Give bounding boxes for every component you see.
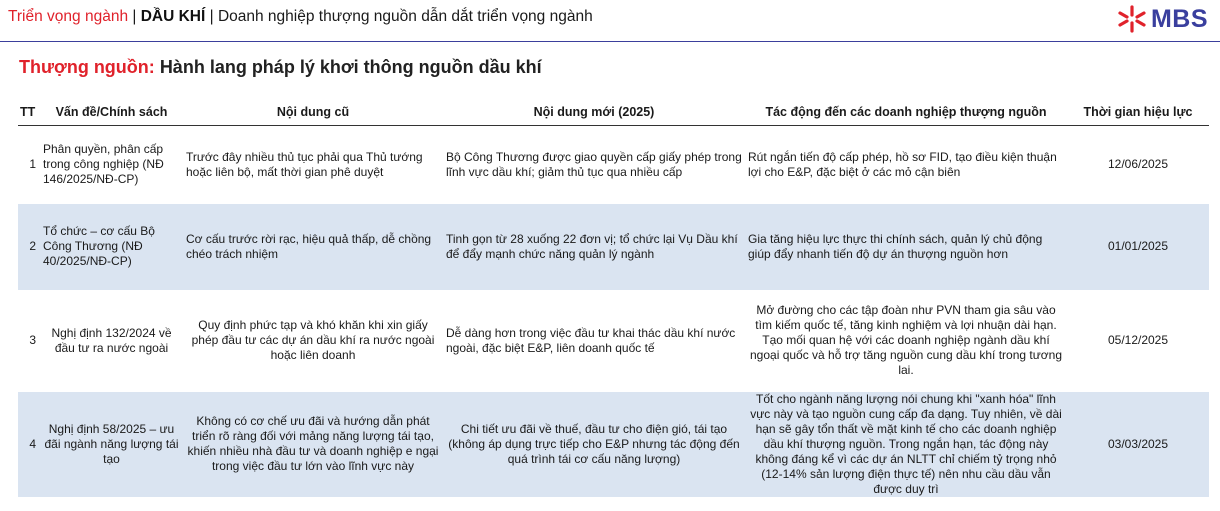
cell-new: Tinh gọn từ 28 xuống 22 đơn vị; tổ chức lại Vụ Dầu khí để đẩy mạnh chức năng quản lý ngành <box>443 204 745 290</box>
table-header-row <box>18 101 1209 126</box>
cell-impact: Tốt cho ngành năng lượng nói chung khi "xanh hóa" lĩnh vực này và tạo nguồn cung cấp đa dạng. Tuy nhiên, về dài hạn sẽ gây tổn thất về mặt kinh tế cho các doanh nghiệp dầu khí thượng nguồn. Trong ngắn hạn, tác động này không đáng kể vì các dự án NLTT chỉ chiếm tỷ trọng nhỏ (12-14% sản lượng điện thực tế) nên nhu cầu dầu vẫn được duy trì <box>745 392 1067 497</box>
column-header-impact: Tác động đến các doanh nghiệp thượng nguồn <box>745 101 1067 126</box>
cell-new: Chi tiết ưu đãi về thuế, đầu tư cho điện gió, tái tạo (không áp dụng trực tiếp cho E&P nhưng tác động đến quá trình tái cơ cấu năng lượng) <box>443 392 745 497</box>
table-row <box>18 392 1209 497</box>
cell-old: Không có cơ chế ưu đãi và hướng dẫn phát triển rõ ràng đối với mảng năng lượng tái tạo, khiến nhiều nhà đầu tư và doanh nghiệp e ngại trong việc đầu tư lớn vào lĩnh vực này <box>183 392 443 497</box>
cell-issue: Tổ chức – cơ cấu Bộ Công Thương (NĐ 40/2025/NĐ-CP) <box>40 204 183 290</box>
breadcrumb-sector[interactable]: DẦU KHÍ <box>140 8 206 25</box>
table-row <box>18 290 1209 392</box>
mbs-logo <box>1117 2 1208 36</box>
column-header-old: Nội dung cũ <box>183 101 443 126</box>
cell-issue: Nghị định 132/2024 về đầu tư ra nước ngoài <box>40 290 183 392</box>
cell-tt: 1 <box>18 126 40 204</box>
cell-impact: Mở đường cho các tập đoàn như PVN tham gia sâu vào tìm kiếm quốc tế, tăng kinh nghiệm và lợi nhuận dài hạn. Tạo mối quan hệ với các doanh nghiệp ngành dầu khí ngoại quốc và hỗ trợ tăng nguồn cung dầu khí trong tương lai. <box>745 290 1067 392</box>
breadcrumb-category[interactable]: Triển vọng ngành <box>8 8 129 25</box>
cell-issue: Phân quyền, phân cấp trong công nghiệp (NĐ 146/2025/NĐ-CP) <box>40 126 183 204</box>
cell-date: 05/12/2025 <box>1067 290 1209 392</box>
page-header <box>0 0 1220 42</box>
column-header-issue: Vấn đề/Chính sách <box>40 101 183 126</box>
breadcrumb-separator: | <box>128 8 141 25</box>
cell-tt: 4 <box>18 392 40 497</box>
cell-new: Dễ dàng hơn trong việc đầu tư khai thác dầu khí nước ngoài, đặc biệt E&P, liên doanh quốc tế <box>443 290 745 392</box>
mbs-star-icon <box>1117 4 1147 34</box>
column-header-date: Thời gian hiệu lực <box>1067 101 1209 126</box>
cell-impact: Rút ngắn tiến độ cấp phép, hồ sơ FID, tạo điều kiện thuận lợi cho E&P, đặc biệt ở các mỏ cận biên <box>745 126 1067 204</box>
section-title-prefix: Thượng nguồn: <box>19 57 155 77</box>
cell-tt: 2 <box>18 204 40 290</box>
cell-tt: 3 <box>18 290 40 392</box>
section-title-text: Hành lang pháp lý khơi thông nguồn dầu khí <box>159 57 542 77</box>
logo-text: MBS <box>1150 4 1208 33</box>
section-title <box>19 57 542 78</box>
cell-old: Trước đây nhiều thủ tục phải qua Thủ tướng hoặc liên bộ, mất thời gian phê duyệt <box>183 126 443 204</box>
cell-date: 12/06/2025 <box>1067 126 1209 204</box>
table-row <box>18 204 1209 290</box>
breadcrumb-topic: Doanh nghiệp thượng nguồn dẫn dắt triển vọng ngành <box>217 8 593 25</box>
column-header-new: Nội dung mới (2025) <box>443 101 745 126</box>
cell-issue: Nghị định 58/2025 – ưu đãi ngành năng lượng tái tạo <box>40 392 183 497</box>
cell-new: Bộ Công Thương được giao quyền cấp giấy phép trong lĩnh vực dầu khí; giảm thủ tục qua nhiều cấp <box>443 126 745 204</box>
table-row <box>18 126 1209 204</box>
policy-table <box>18 101 1209 497</box>
column-header-tt: TT <box>18 101 40 126</box>
breadcrumb-separator: | <box>205 8 218 25</box>
cell-old: Quy định phức tạp và khó khăn khi xin giấy phép đầu tư các dự án dầu khí ra nước ngoài hoặc liên doanh <box>183 290 443 392</box>
cell-impact: Gia tăng hiệu lực thực thi chính sách, quản lý chủ động giúp đẩy nhanh tiến độ dự án thượng nguồn hơn <box>745 204 1067 290</box>
cell-date: 01/01/2025 <box>1067 204 1209 290</box>
breadcrumb <box>8 8 593 26</box>
cell-date: 03/03/2025 <box>1067 392 1209 497</box>
cell-old: Cơ cấu trước rời rạc, hiệu quả thấp, dễ chồng chéo trách nhiệm <box>183 204 443 290</box>
